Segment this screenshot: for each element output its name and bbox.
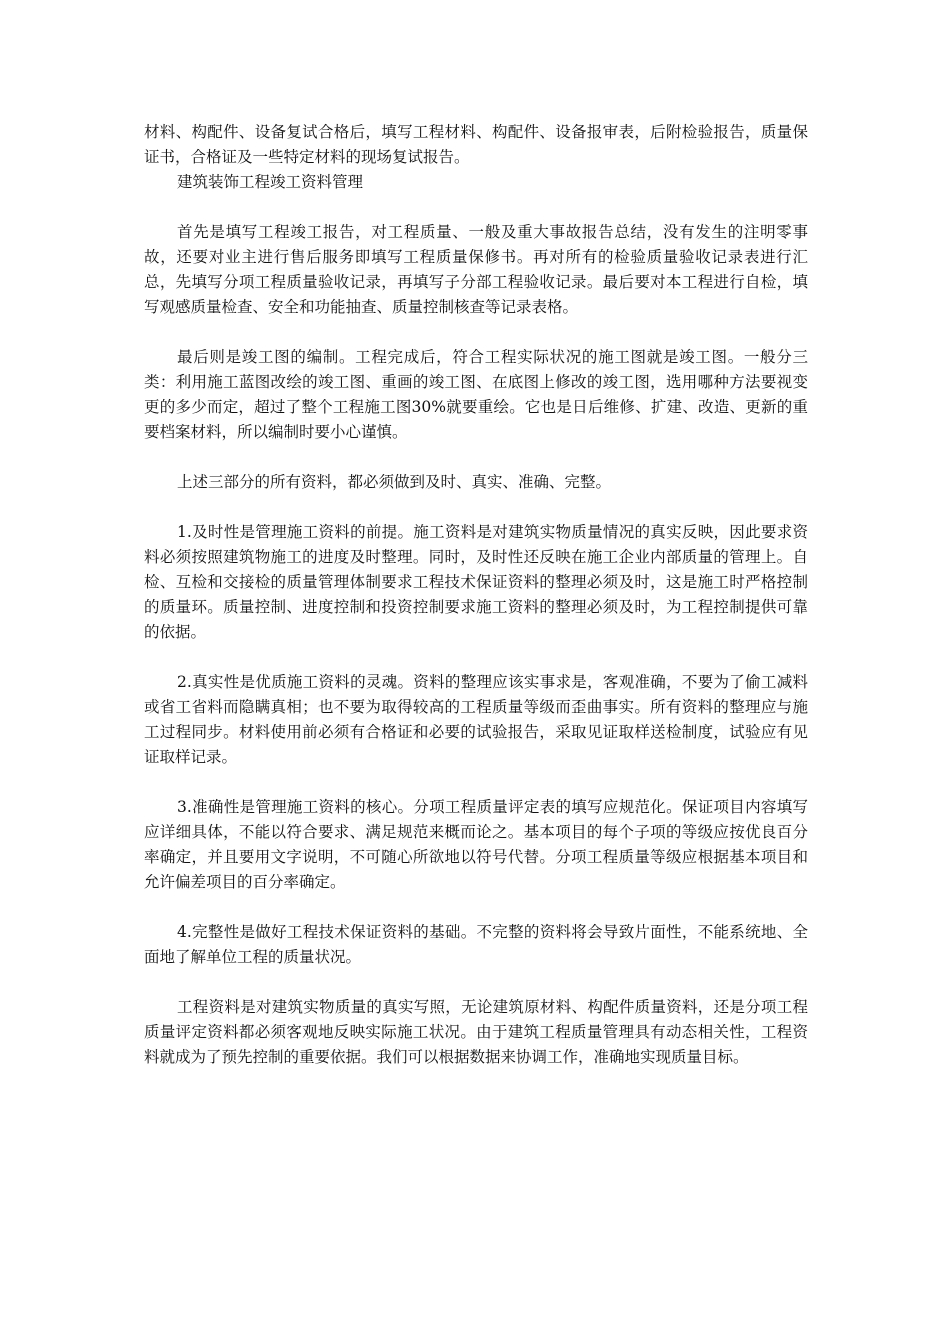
- paragraph-accuracy: 3.准确性是管理施工资料的核心。分项工程质量评定表的填写应规范化。保证项目内容填写应详细具体，不能以符合要求、满足规范来概而论之。基本项目的每个子项的等级应按优良百分率确定，并且要用文字说明，不可随心所欲地以符号代替。分项工程质量等级应根据基本项目和允许偏差项目的百分率确定。: [144, 798, 808, 891]
- paragraph-completeness: 4.完整性是做好工程技术保证资料的基础。不完整的资料将会导致片面性，不能系统地、全面地了解单位工程的质量状况。: [144, 923, 808, 966]
- paragraph-timeliness: 1.及时性是管理施工资料的前提。施工资料是对建筑实物质量情况的真实反映，因此要求资料必须按照建筑物施工的进度及时整理。同时，及时性还反映在施工企业内部质量的管理上。自检、互检和交接检的质量管理体制要求工程技术保证资料的整理必须及时，这是施工时严格控制的质量环。质量控制、进度控制和投资控制要求施工资料的整理必须及时，为工程控制提供可靠的依据。: [144, 523, 808, 641]
- paragraph-conclusion: 工程资料是对建筑实物质量的真实写照，无论建筑原材料、构配件质量资料，还是分项工程质量评定资料都必须客观地反映实际施工状况。由于建筑工程质量管理具有动态相关性，工程资料就成为了预先控制的重要依据。我们可以根据数据来协调工作，准确地实现质量目标。: [144, 998, 808, 1066]
- document-page: [144, 120, 808, 1070]
- continuation-paragraph: 材料、构配件、设备复试合格后，填写工程材料、构配件、设备报审表，后附检验报告，质量保证书，合格证及一些特定材料的现场复试报告。: [144, 123, 808, 166]
- paragraph-completion-report: 首先是填写工程竣工报告，对工程质量、一般及重大事故报告总结，没有发生的注明零事故，还要对业主进行售后服务即填写工程质量保修书。再对所有的检验质量验收记录表进行汇总，先填写分项工程质量验收记录，再填写子分部工程验收记录。最后要对本工程进行自检，填写观感质量检查、安全和功能抽查、质量控制核查等记录表格。: [144, 223, 808, 316]
- paragraph-authenticity: 2.真实性是优质施工资料的灵魂。资料的整理应该实事求是，客观准确，不要为了偷工减料或省工省料而隐瞒真相；也不要为取得较高的工程质量等级而歪曲事实。所有资料的整理应与施工过程同步。材料使用前必须有合格证和必要的试验报告，采取见证取样送检制度，试验应有见证取样记录。: [144, 673, 808, 766]
- paragraph-four-requirements: 上述三部分的所有资料，都必须做到及时、真实、准确、完整。: [177, 473, 612, 491]
- section-heading: 建筑装饰工程竣工资料管理: [177, 173, 364, 191]
- paragraph-as-built-drawings: 最后则是竣工图的编制。工程完成后，符合工程实际状况的施工图就是竣工图。一般分三类：利用施工蓝图改绘的竣工图、重画的竣工图、在底图上修改的竣工图，选用哪种方法要视变更的多少而定，超过了整个工程施工图30%就要重绘。它也是日后维修、扩建、改造、更新的重要档案材料，所以编制时要小心谨慎。: [144, 348, 808, 441]
